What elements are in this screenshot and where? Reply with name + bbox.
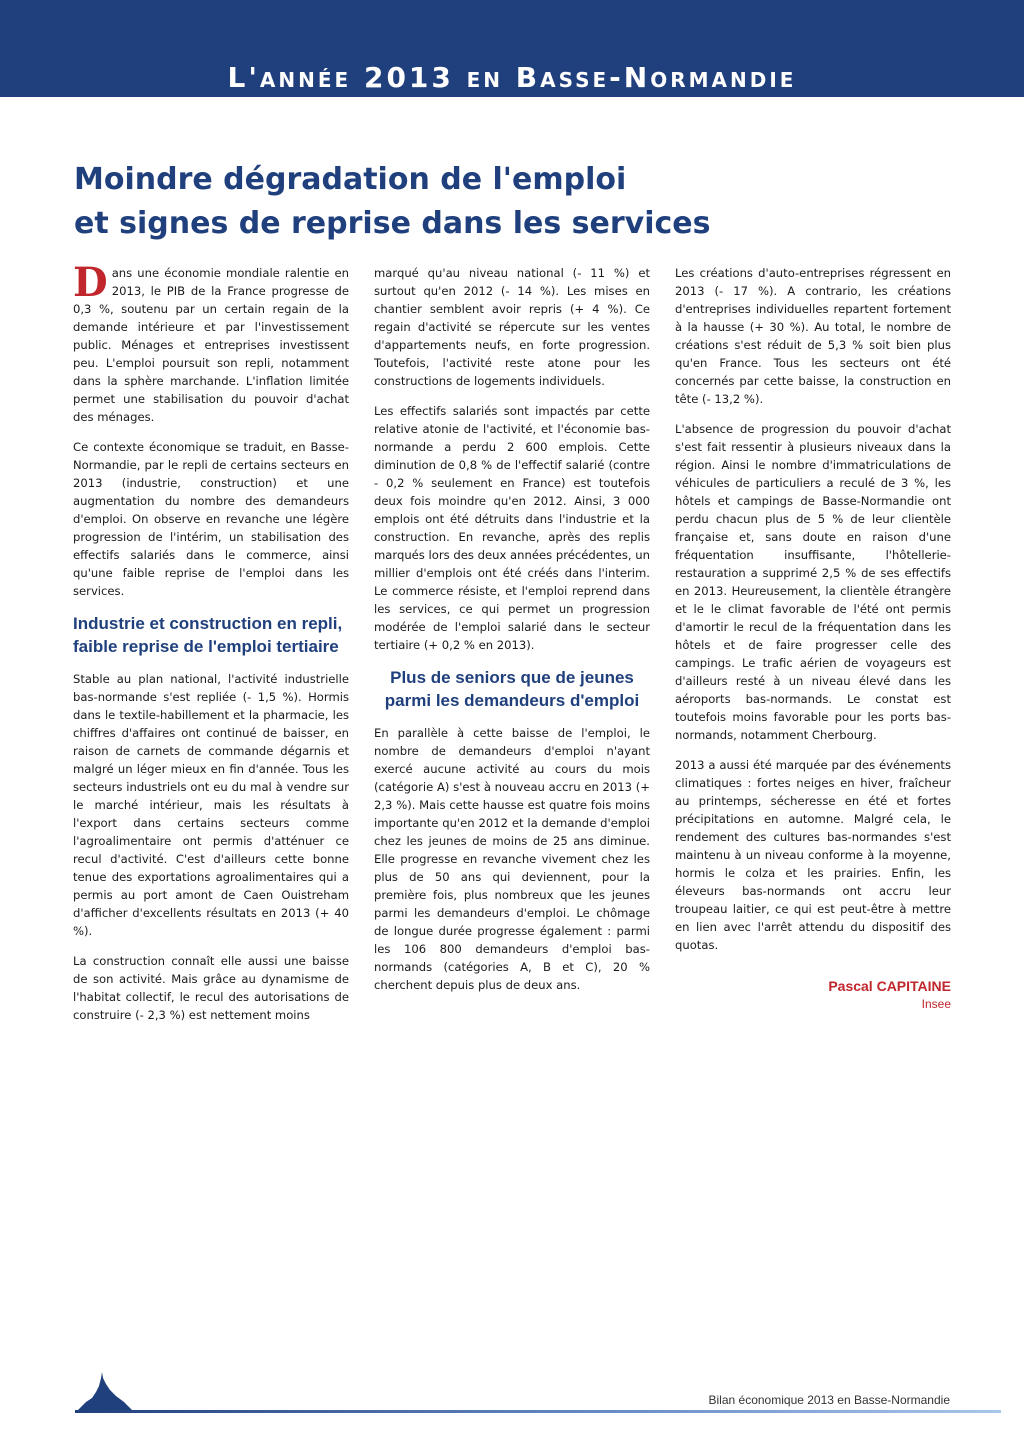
footer-rule	[75, 1410, 1001, 1413]
paragraph-climat: 2013 a aussi été marquée par des événements climatiques : fortes neiges en hiver, fraîcheur au printemps, sécheresse en été et fortes précipitations en automne. Malgré cela, le rendement des cultures bas-normandes s'est maintenu à un niveau conforme à la moyenne, hormis le colza et les prairies. Enfin, les éleveurs bas-normands ont accru leur troupeau laitier, ce qui est peut-être à mettre en lien avec l'arrêt attendu du dispositif des quotas.	[675, 758, 951, 952]
drop-cap: D	[73, 259, 108, 306]
subheading-seniors-line2: parmi les demandeurs d'emploi	[384, 691, 640, 710]
author-name: Pascal CAPITAINE	[828, 978, 951, 994]
paragraph-construction: La construction connaît elle aussi une baisse de son activité. Mais grâce au dynamisme de l'habitat collectif, le recul des autorisations de construire (- 2,3 %) est nettement moins	[73, 954, 349, 1022]
article-title	[74, 158, 714, 246]
footer-publication: Bilan économique 2013 en Basse-Normandie	[708, 1393, 950, 1407]
article-title-line1: Moindre dégradation de l'emploi	[74, 162, 627, 197]
subheading-seniors	[374, 666, 650, 712]
banner-title: L'année 2013 en Basse-Normandie	[227, 61, 797, 94]
subheading-seniors-line1: Plus de seniors que de jeunes	[390, 668, 634, 687]
paragraph-intro-text: ans une économie mondiale ralentie en 2013, le PIB de la France progresse de 0,3 %, soutenu par un certain regain de la demande intérieure et par l'investissement public. Ménages et entreprises investissent peu. L'emploi poursuit son repli, notamment dans la sphère marchande. L'inflation limitée permet une stabilisation du pouvoir d'achat des ménages.	[73, 266, 349, 424]
paragraph-pouvoir-achat: L'absence de progression du pouvoir d'achat s'est fait ressentir à plusieurs niveaux dans la région. Ainsi le nombre d'immatriculations de véhicules de particuliers a reculé de 3 %, les hôtels et campings de Basse-Normandie ont perdu chacun plus de 5 % de leur clientèle française et, sans doute en raison d'une fréquentation insuffisante, l'hôtellerie-restauration a supprimé 2,5 % de ses effectifs en 2013. Heureusement, la clientèle étrangère et le le climat favorable de l'été ont permis d'amortir le recul de la fréquentation dans les hôtels et de faire progresser celle des campings. Le trafic aérien de voyageurs est d'ailleurs resté à un niveau élevé dans les aéroports bas-normands. Le constat est toutefois moins favorable pour les ports bas-normands, notamment Cherbourg.	[675, 422, 951, 742]
subheading-industrie-line2: faible reprise de l'emploi tertiaire	[73, 637, 339, 656]
column-3	[675, 264, 951, 1012]
article-title-line2: et signes de reprise dans les services	[74, 206, 711, 241]
paragraph-intro	[73, 259, 349, 426]
paragraph-demandeurs: En parallèle à cette baisse de l'emploi, le nombre de demandeurs d'emploi n'ayant exercé aucune activité au cours du mois (catégorie A) s'est à nouveau accru en 2013 (+ 2,3 %). Mais cette hausse est quatre fois moins importante qu'en 2012 et la demande d'emploi chez les jeunes de moins de 25 ans diminue. Elle progresse en revanche vivement chez les plus de 50 ans qui deviennent, pour la première fois, plus nombreux que les jeunes parmi les demandeurs d'emploi. Le chômage de longue durée progresse également : parmi les 106 800 demandeurs d'emploi bas-normands (catégories A, B et C), 20 % cherchent depuis plus de deux ans.	[374, 726, 650, 992]
header-banner	[0, 0, 1024, 97]
paragraph-entreprises: Les créations d'auto-entreprises régressent en 2013 (- 17 %). A contrario, les créations d'entreprises individuelles repartent fortement à la hausse (+ 30 %). Au total, le nombre de créations s'est réduit de 5,3 % soit bien plus qu'en France. Tous les secteurs ont été concernés par cette baisse, la construction en tête (- 13,2 %).	[675, 266, 951, 406]
subheading-industrie-line1: Industrie et construction en repli,	[73, 614, 343, 633]
author-organization: Insee	[921, 997, 951, 1011]
mont-saint-michel-icon	[76, 1372, 132, 1410]
column-2	[374, 264, 650, 1006]
paragraph-context: Ce contexte économique se traduit, en Basse-Normandie, par le repli de certains secteurs en 2013 (industrie, construction) et une augmentation du nombre des demandeurs d'emploi. On observe en revanche une légère progression de l'intérim, un stabilisation des effectifs salariés dans le commerce, ainsi qu'une faible reprise de l'emploi dans les services.	[73, 440, 349, 598]
paragraph-construction-cont: marqué qu'au niveau national (- 11 %) et surtout qu'en 2012 (- 14 %). Les mises en chantier semblent avoir repris (+ 4 %). Ce regain d'activité se répercute sur les ventes d'appartements neufs, en forte progression. Toutefois, l'activité reste atone pour les constructions de logements individuels.	[374, 266, 650, 388]
column-1	[73, 259, 349, 1036]
subheading-industrie	[73, 612, 349, 658]
paragraph-effectifs: Les effectifs salariés sont impactés par cette relative atonie de l'activité, et l'économie bas-normande a perdu 2 600 emplois. Cette diminution de 0,8 % de l'effectif salarié (contre - 0,2 % seulement en France) est toutefois deux fois moindre qu'en 2012. Ainsi, 3 000 emplois ont été détruits dans l'industrie et la construction. En revanche, après des replis marqués lors des deux années précédentes, un millier d'emplois ont été créés dans l'interim. Le commerce résiste, et l'emploi reprend dans les services, ce qui permet un progression modérée de l'emploi salarié dans le secteur tertiaire (+ 0,2 % en 2013).	[374, 404, 650, 652]
paragraph-industrie: Stable au plan national, l'activité industrielle bas-normande s'est repliée (- 1,5 %). Hormis dans le textile-habillement et la pharmacie, les chiffres d'affaires ont continué de baisser, en raison de carnets de commande dégarnis et malgré un léger mieux en fin d'année. Tous les secteurs industriels ont eu du mal à vendre sur le marché intérieur, mais les résultats à l'export dans certains secteurs comme l'agroalimentaire ont permis d'atténuer ce recul d'activité. C'est d'ailleurs cette bonne tenue des exportations agroalimentaires qui a permis au port amont de Caen Ouistreham d'afficher d'excellents résultats en 2013 (+ 40 %).	[73, 672, 349, 938]
